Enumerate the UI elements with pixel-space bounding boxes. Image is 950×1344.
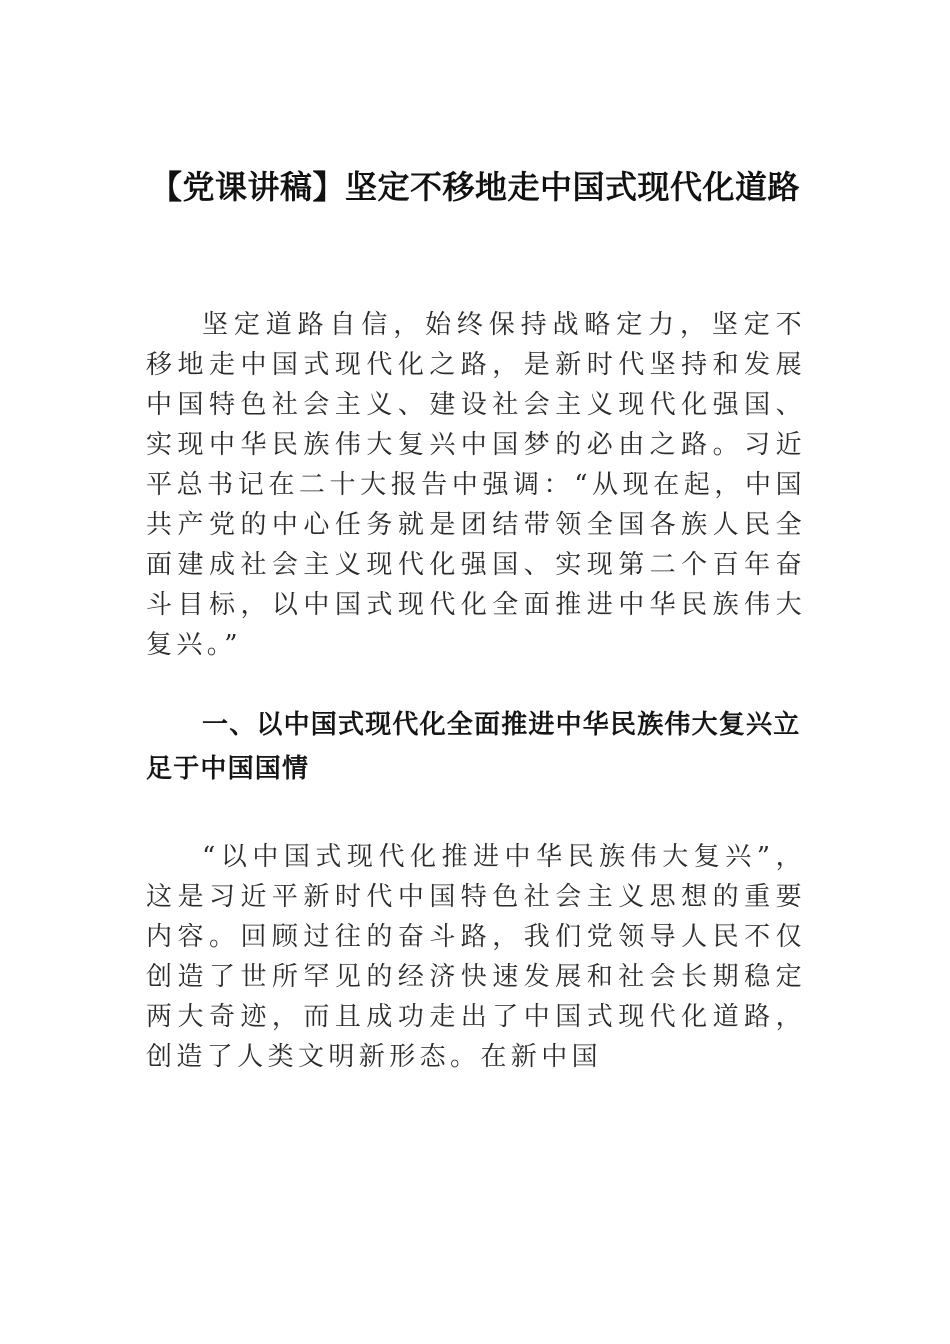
document-title: 【党课讲稿】坚定不移地走中国式现代化道路 <box>149 168 800 206</box>
section-heading: 一、以中国式现代化全面推进中华民族伟大复兴立足于中国国情 <box>146 710 801 784</box>
body-paragraph: “以中国式现代化推进中华民族伟大复兴”，这是习近平新时代中国特色社会主义思想的重要内容。回顾过往的奋斗路，我们党领导人民不仅创造了世所罕见的经济快速发展和社会长期稳定两大奇迹，而且成功走出了中国式现代化道路，创造了人类文明新形态。在新中国 <box>146 842 806 1072</box>
intro-paragraph: 坚定道路自信，始终保持战略定力，坚定不移地走中国式现代化之路，是新时代坚持和发展中国特色社会主义、建设社会主义现代化强国、实现中华民族伟大复兴中国梦的必由之路。习近平总书记在二十大报告中强调：“从现在起，中国共产党的中心任务就是团结带领全国各族人民全面建成社会主义现代化强国、实现第二个百年奋斗目标，以中国式现代化全面推进中华民族伟大复兴。” <box>146 310 806 660</box>
